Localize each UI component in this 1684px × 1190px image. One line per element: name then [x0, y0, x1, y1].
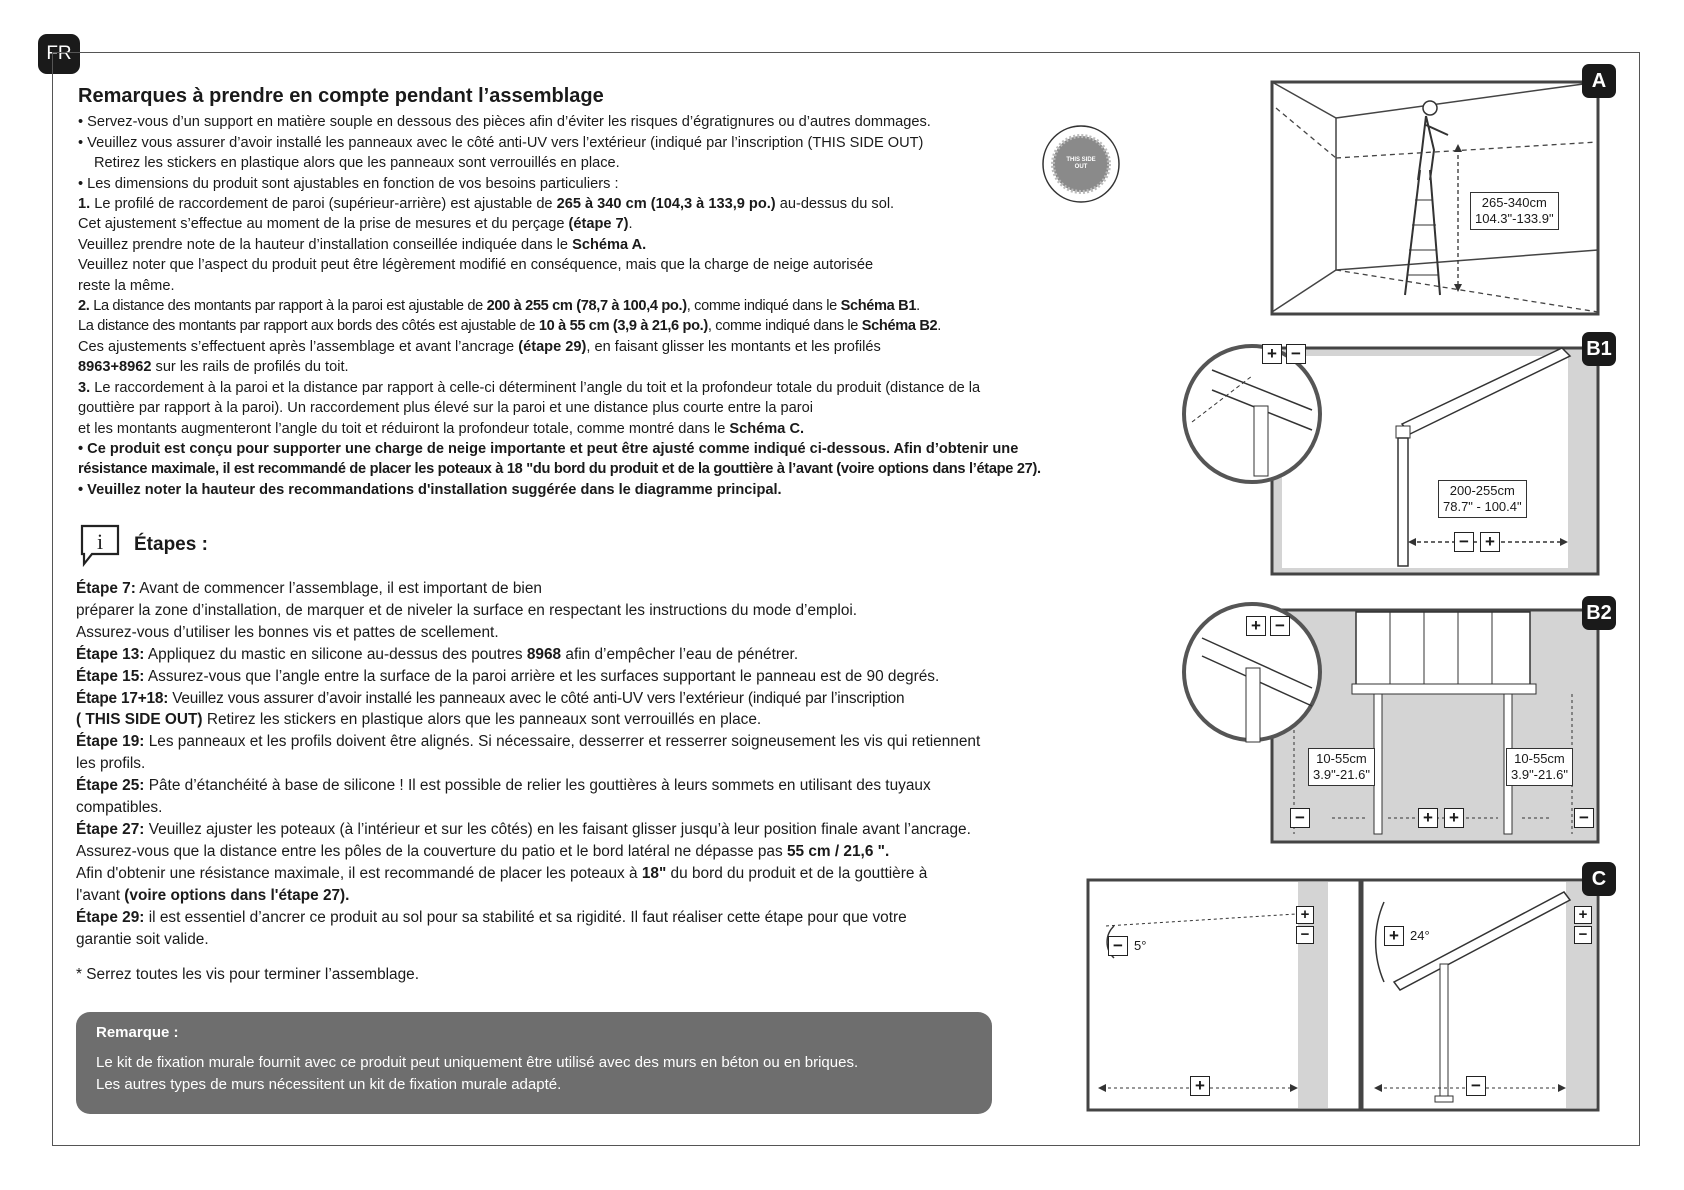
plus-icon	[1296, 906, 1314, 924]
step-line	[76, 775, 1056, 797]
bold-text: 265 à 340 cm (104,3 à 133,9 po.)	[556, 196, 776, 213]
text: La distance des montants par rapport à la paroi est ajustable de	[89, 298, 487, 315]
sign: −	[1113, 936, 1123, 955]
angle-label-small: 5°	[1134, 938, 1147, 953]
step-line	[76, 731, 1056, 753]
dimension-label-left	[1308, 748, 1375, 786]
sign: +	[1195, 1076, 1205, 1095]
minus-icon	[1466, 1076, 1486, 1096]
text: Assurez-vous que l’angle entre la surface de la paroi arrière et les surfaces supportant le panneau est de 90 degrés.	[144, 667, 940, 685]
bold-text: 10 à 55 cm (3,9 à 21,6 po.)	[538, 318, 708, 335]
text: Ces ajustements s’effectuent après l’assemblage et avant l’ancrage	[78, 338, 519, 355]
text: du bord du produit et de la gouttière à	[666, 864, 928, 882]
note-line: Les autres types de murs nécessitent un kit de fixation murale adapté.	[96, 1076, 562, 1093]
step-line	[76, 709, 1056, 731]
badge-label: A	[1591, 69, 1607, 92]
this-side-out-seal	[1041, 124, 1121, 204]
text: sur les rails de profilés du toit.	[151, 359, 349, 376]
dim-in: 104.3"-133.9"	[1475, 211, 1554, 226]
text: Cet ajustement s’effectue au moment de la prise de mesures et du perçage	[78, 216, 569, 233]
remark-line	[78, 316, 1188, 336]
note-box	[76, 1012, 992, 1114]
minus-icon	[1296, 926, 1314, 944]
sign: +	[1485, 532, 1495, 551]
remark-line	[78, 419, 1188, 439]
step-line: les profils.	[76, 755, 146, 773]
bold-text: (étape 7)	[568, 216, 629, 233]
remarks-title: Remarques à prendre en compte pendant l’assemblage	[78, 85, 604, 107]
seal-text: THIS SIDE OUT	[1066, 157, 1096, 170]
text: Pâte d’étanchéité à base de silicone ! Il est possible de relier les gouttières à leurs sommets en utilisant des tuyaux	[144, 777, 931, 795]
text: Les panneaux et les profils doivent être alignés. Si nécessaire, desserrer et resserrer soigneusement les vis qui retiennent	[144, 733, 981, 751]
text: .	[937, 318, 941, 335]
text: il est essentiel d’ancrer ce produit au sol pour sa stabilité et sa rigidité. Il faut réaliser cette étape pour que votre	[144, 908, 907, 926]
text: Le raccordement à la paroi et la distance par rapport à celle-ci déterminent l’angle du toit et la profondeur totale du produit (distance de la	[90, 379, 981, 396]
step-label: Étape 7:	[76, 580, 136, 597]
dim-in: 3.9"-21.6"	[1313, 767, 1370, 782]
sign: +	[1423, 808, 1433, 827]
bold-text: ( THIS SIDE OUT)	[76, 711, 203, 729]
bold-text: 18"	[641, 864, 667, 882]
text: Veuillez prendre note de la hauteur d’installation conseillée indiquée dans le	[78, 236, 573, 253]
remark-line	[78, 214, 1188, 234]
steps-heading	[78, 522, 208, 568]
bold-text: • Ce produit est conçu pour supporter une charge de neige importante et peut être ajusté comme indiqué ci-dessous. Afin d’obtenir une	[78, 440, 1019, 457]
text: Avant de commencer l’assemblage, il est important de bien	[135, 580, 542, 597]
sign: −	[1471, 1076, 1481, 1095]
text: , comme indiqué dans le	[686, 298, 841, 315]
step-line	[76, 644, 1056, 666]
dimension-label-right	[1506, 748, 1573, 786]
remark-line-bold	[78, 439, 1188, 459]
plus-icon	[1480, 532, 1500, 552]
remark-line: • Les dimensions du produit sont ajustables en fonction de vos besoins particuliers :	[78, 175, 619, 192]
sign: +	[1251, 616, 1261, 635]
step-line: compatibles.	[76, 799, 163, 817]
dim-cm: 200-255cm	[1449, 483, 1515, 498]
step-line	[76, 885, 1056, 907]
sign: +	[1449, 808, 1459, 827]
step-line	[76, 841, 1056, 863]
text: et les montants augmenteront l’angle du toit et réduiront la profondeur totale, comme montré dans le	[78, 420, 730, 437]
angle-label-large: 24°	[1410, 928, 1430, 943]
text: .	[916, 298, 920, 315]
steps-title: Étapes :	[134, 534, 208, 555]
minus-icon	[1108, 936, 1128, 956]
sign: +	[1267, 344, 1277, 363]
bold-text: Schéma C.	[729, 420, 805, 437]
minus-icon	[1574, 808, 1594, 828]
plus-icon	[1246, 616, 1266, 636]
remark-line: • Veuillez vous assurer d’avoir installé les panneaux avec le côté anti-UV vers l’extérieur (indiqué par l’inscription (THIS SIDE OUT)	[78, 134, 924, 151]
figure-b2	[1182, 598, 1600, 844]
step-label: Étape 13:	[76, 645, 145, 663]
dim-cm: 10-55cm	[1316, 751, 1367, 766]
remark-point-1	[78, 194, 1188, 214]
step-line: préparer la zone d’installation, de marquer et de niveler la surface en respectant les instructions du mode d’emploi.	[76, 601, 858, 619]
bold-text: Schéma A.	[572, 236, 647, 253]
text: .	[628, 216, 633, 233]
step-line	[76, 578, 1056, 600]
remark-line: Veuillez noter que l’aspect du produit peut être légèrement modifié en conséquence, mais que la charge de neige autorisée	[78, 257, 874, 274]
figure-b2-drawing	[1182, 598, 1600, 844]
bold-text: Schéma B1	[840, 298, 917, 315]
step-label: Étape 19:	[76, 733, 145, 751]
remark-line	[78, 337, 1188, 357]
figure-c	[1086, 878, 1600, 1112]
plus-icon	[1262, 344, 1282, 364]
sign: −	[1295, 808, 1305, 827]
point-number: 2.	[78, 298, 90, 315]
plus-icon	[1418, 808, 1438, 828]
figure-c-drawing	[1086, 878, 1600, 1112]
text: La distance des montants par rapport aux bords des côtés est ajustable de	[78, 318, 539, 335]
step-label: Étape 17+18:	[76, 689, 169, 707]
remark-line	[78, 357, 1188, 377]
bold-text: 8968	[526, 645, 562, 663]
minus-icon	[1574, 926, 1592, 944]
figure-badge-b2	[1582, 596, 1616, 630]
sign: −	[1291, 344, 1301, 363]
badge-label: C	[1591, 867, 1607, 890]
language-code: FR	[46, 43, 72, 64]
bold-text: 8963+8962	[78, 359, 152, 376]
text: , comme indiqué dans le	[707, 318, 862, 335]
remark-line: reste la même.	[78, 277, 175, 294]
figure-b1-drawing	[1182, 330, 1600, 576]
minus-icon	[1286, 344, 1306, 364]
sign: −	[1579, 808, 1589, 827]
dimension-label	[1438, 480, 1527, 518]
bold-text: (voire options dans l'étape 27).	[124, 886, 350, 904]
step-line	[76, 666, 1056, 688]
step-line	[76, 907, 1056, 929]
text: Veuillez vous assurer d’avoir installé les panneaux avec le côté anti-UV vers l’extérieur (indiqué par l’inscription	[168, 689, 905, 707]
remark-point-3	[78, 378, 1188, 398]
badge-label: B1	[1586, 337, 1612, 360]
figure-a	[1270, 80, 1600, 316]
dim-in: 78.7" - 100.4"	[1443, 499, 1522, 514]
sign: +	[1578, 906, 1588, 923]
step-line	[76, 688, 1056, 710]
dim-cm: 10-55cm	[1514, 751, 1565, 766]
minus-icon	[1270, 616, 1290, 636]
step-label: Étape 29:	[76, 908, 145, 926]
figure-badge-c	[1582, 862, 1616, 896]
step-line: Assurez-vous d’utiliser les bonnes vis et pattes de scellement.	[76, 623, 499, 641]
point-number: 3.	[78, 379, 91, 396]
figure-badge-a	[1582, 64, 1616, 98]
minus-icon	[1454, 532, 1474, 552]
text: l'avant	[76, 886, 125, 904]
remark-line: gouttière par rapport à la paroi). Un raccordement plus élevé sur la paroi et une distance plus courte entre la paroi	[78, 400, 813, 417]
sign: +	[1300, 906, 1310, 923]
sign: −	[1275, 616, 1285, 635]
text: Retirez les stickers en plastique alors que les panneaux sont verrouillés en place.	[202, 711, 762, 729]
step-line: garantie soit valide.	[76, 930, 209, 948]
remarks-section	[78, 86, 1188, 500]
svg-text:i: i	[96, 529, 104, 554]
remark-point-2	[78, 296, 1188, 316]
remark-line-bold	[78, 480, 1188, 500]
plus-icon	[1384, 926, 1404, 946]
dim-in: 3.9"-21.6"	[1511, 767, 1568, 782]
step-line	[76, 863, 1056, 885]
sign: −	[1578, 926, 1588, 943]
bold-text: • Veuillez noter la hauteur des recommandations d'installation suggérée dans le diagramme principal.	[78, 481, 782, 498]
sign: −	[1300, 926, 1310, 943]
text: Assurez-vous que la distance entre les pôles de la couverture du patio et le bord latéral ne dépasse pas	[76, 842, 787, 860]
point-number: 1.	[78, 196, 91, 213]
plus-icon	[1574, 906, 1592, 924]
text: afin d’empêcher l’eau de pénétrer.	[561, 645, 799, 663]
step-label: Étape 27:	[76, 820, 145, 838]
text: au-dessus du sol.	[775, 196, 895, 213]
text: Le profilé de raccordement de paroi (supérieur-arrière) est ajustable de	[90, 196, 557, 213]
screws-note: * Serrez toutes les vis pour terminer l’assemblage.	[76, 966, 420, 984]
remark-line: • Servez-vous d’un support en matière souple en dessous des pièces afin d’éviter les risques d’égratignures ou d’autres dommages.	[78, 114, 931, 131]
remark-line-bold	[78, 459, 1188, 479]
figure-badge-b1	[1582, 332, 1616, 366]
text: Afin d'obtenir une résistance maximale, il est recommandé de placer les poteaux à	[76, 864, 642, 882]
minus-icon	[1290, 808, 1310, 828]
step-label: Étape 15:	[76, 667, 145, 685]
bold-text: (étape 29)	[518, 338, 587, 355]
bold-text: Schéma B2	[861, 318, 938, 335]
bold-text: 200 à 255 cm (78,7 à 100,4 po.)	[486, 298, 687, 315]
remark-line	[78, 235, 1188, 255]
dimension-label	[1470, 192, 1559, 230]
text: , en faisant glisser les montants et les profilés	[586, 338, 881, 355]
note-line: Le kit de fixation murale fournit avec ce produit peut uniquement être utilisé avec des murs en béton ou en briques.	[96, 1054, 859, 1071]
text: Veuillez ajuster les poteaux (à l’intérieur et sur les côtés) en les faisant glisser jusqu’à leur position finale avant l’ancrage.	[144, 820, 971, 838]
remark-line: Retirez les stickers en plastique alors que les panneaux sont verrouillés en place.	[94, 155, 620, 172]
bold-text: résistance maximale, il est recommandé de placer les poteaux à 18 "du bord du produit et de la gouttière à l’avant (voire options dans l’étape 27).	[78, 461, 1041, 478]
info-icon	[78, 522, 122, 568]
note-title: Remarque :	[96, 1024, 179, 1041]
figure-b1	[1182, 330, 1600, 576]
step-label: Étape 25:	[76, 777, 145, 795]
text: Appliquez du mastic en silicone au-dessus des poutres	[144, 645, 527, 663]
bold-text: 55 cm / 21,6 ".	[786, 842, 890, 860]
dim-cm: 265-340cm	[1481, 195, 1547, 210]
steps-section	[76, 578, 1056, 986]
badge-label: B2	[1586, 601, 1612, 624]
plus-icon	[1444, 808, 1464, 828]
step-line	[76, 819, 1056, 841]
plus-icon	[1190, 1076, 1210, 1096]
sign: −	[1459, 532, 1469, 551]
sign: +	[1389, 926, 1399, 945]
